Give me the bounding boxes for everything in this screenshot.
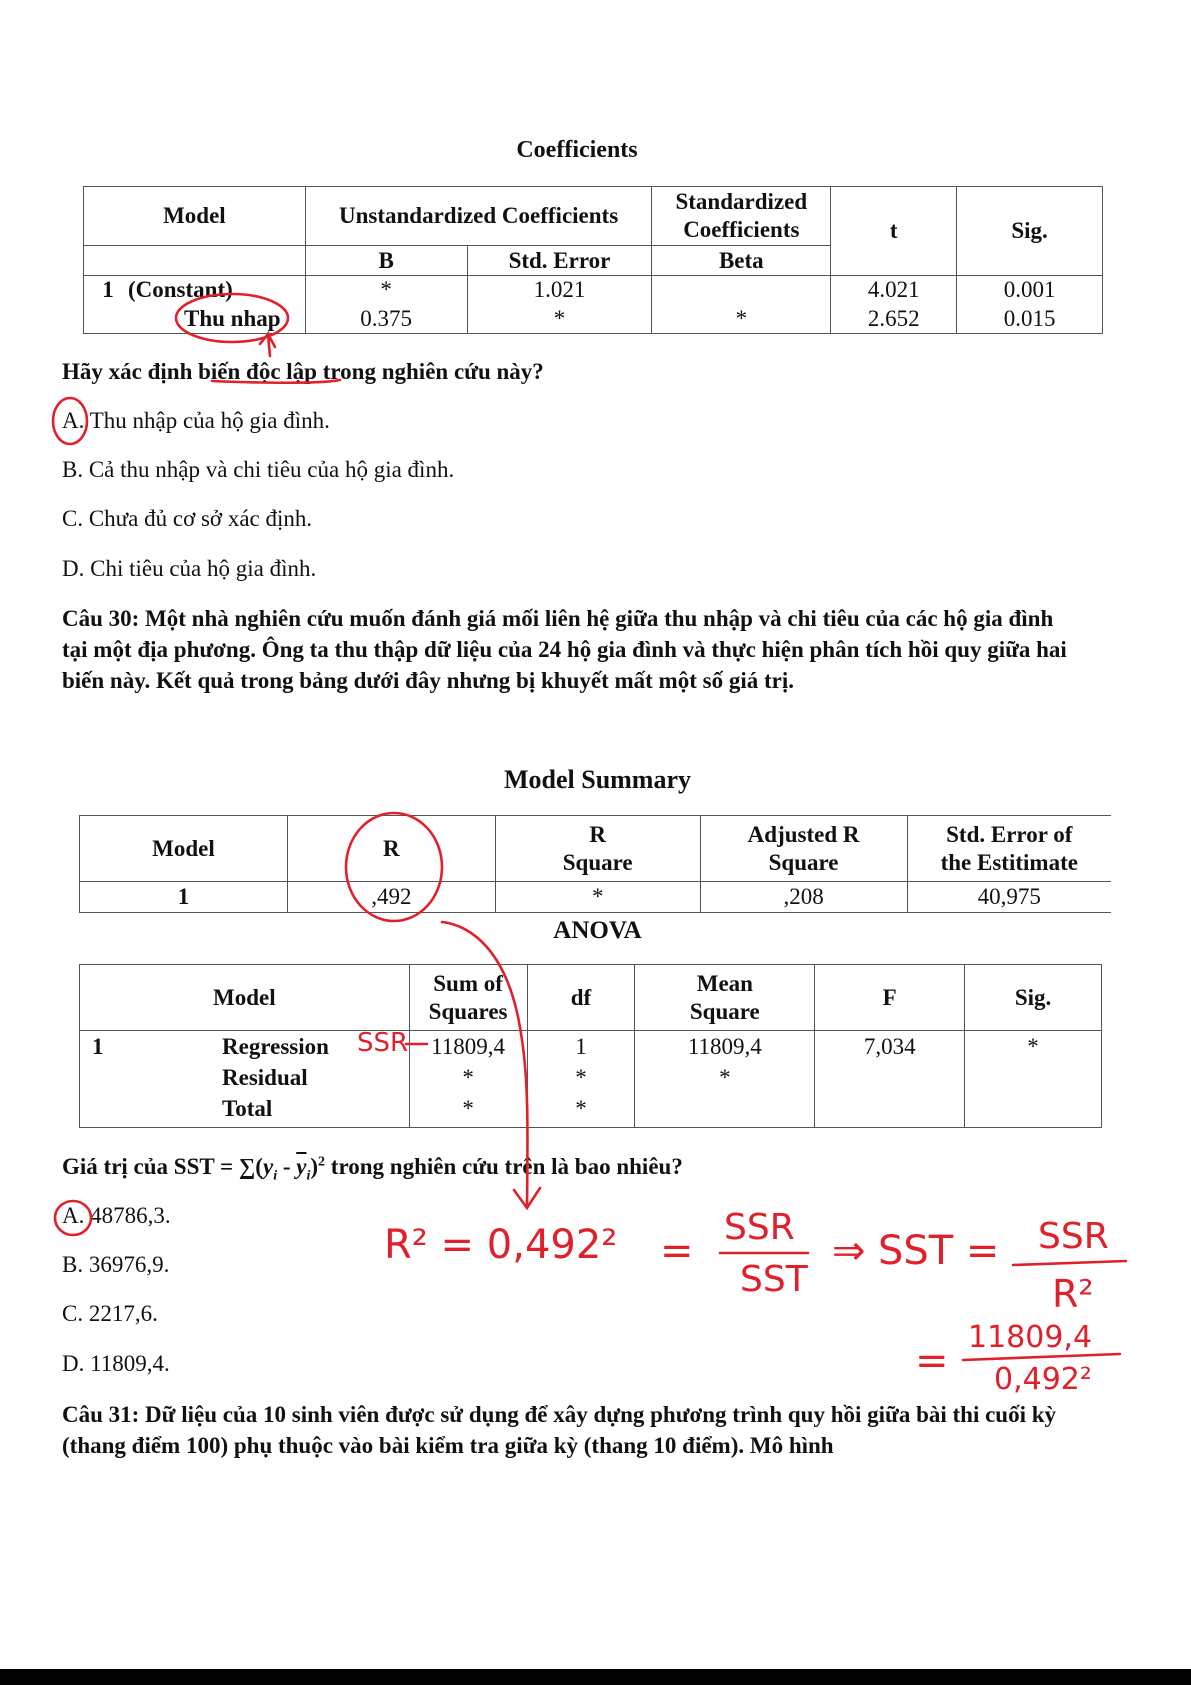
coef-cell: 0.001 bbox=[957, 276, 1103, 305]
annotation-eq1: = bbox=[660, 1228, 694, 1274]
coef-header-sig: Sig. bbox=[957, 187, 1103, 276]
ms-cell: 1 bbox=[80, 882, 288, 913]
question-sst-option-d[interactable]: D. 11809,4. bbox=[62, 1351, 170, 1376]
ms-header-model: Model bbox=[80, 816, 288, 882]
coef-header-b: B bbox=[305, 246, 467, 276]
anova-col-ms: 11809,4 * bbox=[635, 1031, 815, 1128]
annotation-ssr-label: SSR bbox=[357, 1028, 409, 1058]
coef-row-thu-nhap-label: Thu nhap bbox=[84, 305, 306, 334]
question-sst-option-a[interactable]: A. 48786,3. bbox=[62, 1203, 171, 1228]
annotation-frac3-den: 0,492² bbox=[994, 1362, 1092, 1397]
circle-thu-nhap bbox=[176, 294, 288, 342]
annotation-sst-eq: SST = bbox=[878, 1228, 1000, 1274]
coef-cell: 1.021 bbox=[467, 276, 652, 305]
coef-cell: 2.652 bbox=[831, 305, 957, 334]
anova-title: ANOVA bbox=[553, 917, 642, 944]
underline-bien-doc-lap bbox=[212, 380, 340, 383]
anova-col-ss: 11809,4 * * bbox=[409, 1031, 527, 1128]
coef-cell: 0.015 bbox=[957, 305, 1103, 334]
coef-header-beta: Beta bbox=[652, 246, 831, 276]
circle-r-value bbox=[346, 813, 442, 921]
anova-header-ss: Sum of Squares bbox=[409, 965, 527, 1031]
anova-header-f: F bbox=[815, 965, 965, 1031]
annotation-frac3-num: 11809,4 bbox=[968, 1320, 1093, 1355]
annotation-frac1-den: SST bbox=[740, 1259, 808, 1300]
question-30-text: Câu 30: Một nhà nghiên cứu muốn đánh giá mối liên hệ giữa thu nhập và chi tiêu của các hộ gia đình tại một địa phương. Ông ta thu thập dữ liệu của 24 hộ gia đình và thực hiện phân tích hồi quy giữa hai biến này. Kết quả trong bảng dưới đây nhưng bị khuyết mất một số giá trị. bbox=[62, 606, 1067, 693]
anova-header-df: df bbox=[527, 965, 635, 1031]
ms-header-r-square: R Square bbox=[495, 816, 700, 882]
coef-header-t: t bbox=[831, 187, 957, 276]
model-summary-title: Model Summary bbox=[503, 765, 692, 794]
question-31-text: Câu 31: Dữ liệu của 10 sinh viên được sử dụng để xây dựng phương trình quy hồi giữa bài thi cuối kỳ (thang điểm 100) phụ thuộc vào bài kiểm tra giữa kỳ (thang 10 điểm). Mô hình bbox=[62, 1402, 1057, 1458]
circle-option-a-sst bbox=[55, 1201, 91, 1235]
annotation-frac2-num: SSR bbox=[1038, 1216, 1109, 1257]
coefficients-title: Coefficients bbox=[516, 137, 638, 163]
annotation-frac2-den: R² bbox=[1052, 1272, 1094, 1316]
anova-row-regression: Regression bbox=[222, 1034, 329, 1059]
bottom-edge-bar bbox=[0, 1669, 1191, 1685]
annotation-frac1-num: SSR bbox=[724, 1207, 795, 1248]
ms-header-r: R bbox=[287, 816, 495, 882]
ms-header-std-error: Std. Error of the Estitimate bbox=[907, 816, 1111, 882]
anova-col-f: 7,034 bbox=[815, 1031, 965, 1128]
anova-row-residual: Residual bbox=[222, 1065, 308, 1090]
question-29-text: Hãy xác định biến độc lập trong nghiên cứu này? bbox=[62, 359, 544, 384]
question-29-option-b[interactable]: B. Cả thu nhập và chi tiêu của hộ gia đình. bbox=[62, 457, 455, 482]
coef-cell: 4.021 bbox=[831, 276, 957, 305]
anova-col-sig: * bbox=[965, 1031, 1102, 1128]
coef-cell: * bbox=[305, 276, 467, 305]
coef-header-std: Standardized Coefficients bbox=[652, 187, 831, 246]
coef-cell: 0.375 bbox=[305, 305, 467, 334]
circle-option-a-q29 bbox=[53, 398, 87, 444]
annotation-arrow: ⇒ bbox=[832, 1228, 866, 1274]
coef-cell: * bbox=[652, 305, 831, 334]
anova-header-sig: Sig. bbox=[965, 965, 1102, 1031]
anova-header-ms: Mean Square bbox=[635, 965, 815, 1031]
annotation-eq2: = bbox=[915, 1338, 949, 1384]
coef-header-unstd: Unstandardized Coefficients bbox=[305, 187, 652, 246]
coef-header-model: Model bbox=[84, 187, 306, 246]
anova-col-df: 1 * * bbox=[527, 1031, 635, 1128]
annotation-eq-r2: R² = 0,492² bbox=[384, 1222, 618, 1268]
question-sst-option-b[interactable]: B. 36976,9. bbox=[62, 1252, 170, 1277]
question-sst-option-c[interactable]: C. 2217,6. bbox=[62, 1301, 158, 1326]
coef-cell: * bbox=[467, 305, 652, 334]
question-29-option-a[interactable]: A. Thu nhập của hộ gia đình. bbox=[62, 408, 330, 433]
question-sst-text: Giá trị của SST = $\sum(y_i - \overline{y}_i)^2$ trong nghiên cứu trên là bao nhiêu? bbox=[62, 1154, 683, 1184]
coef-row-constant-label: 1 (Constant) bbox=[84, 276, 306, 305]
anova-row-num: 1 bbox=[92, 1034, 104, 1059]
anova-header-model: Model bbox=[80, 965, 410, 1031]
ms-header-adjusted: Adjusted R Square bbox=[700, 816, 907, 882]
ms-cell: 40,975 bbox=[907, 882, 1111, 913]
arrow-r-to-equation bbox=[442, 922, 527, 1205]
ms-cell: ,492 bbox=[287, 882, 495, 913]
ms-cell: * bbox=[495, 882, 700, 913]
coef-header-se: Std. Error bbox=[467, 246, 652, 276]
ms-cell: ,208 bbox=[700, 882, 907, 913]
question-29-option-d[interactable]: D. Chi tiêu của hộ gia đình. bbox=[62, 556, 317, 581]
question-29-option-c[interactable]: C. Chưa đủ cơ sở xác định. bbox=[62, 506, 313, 531]
anova-row-total: Total bbox=[222, 1096, 273, 1121]
